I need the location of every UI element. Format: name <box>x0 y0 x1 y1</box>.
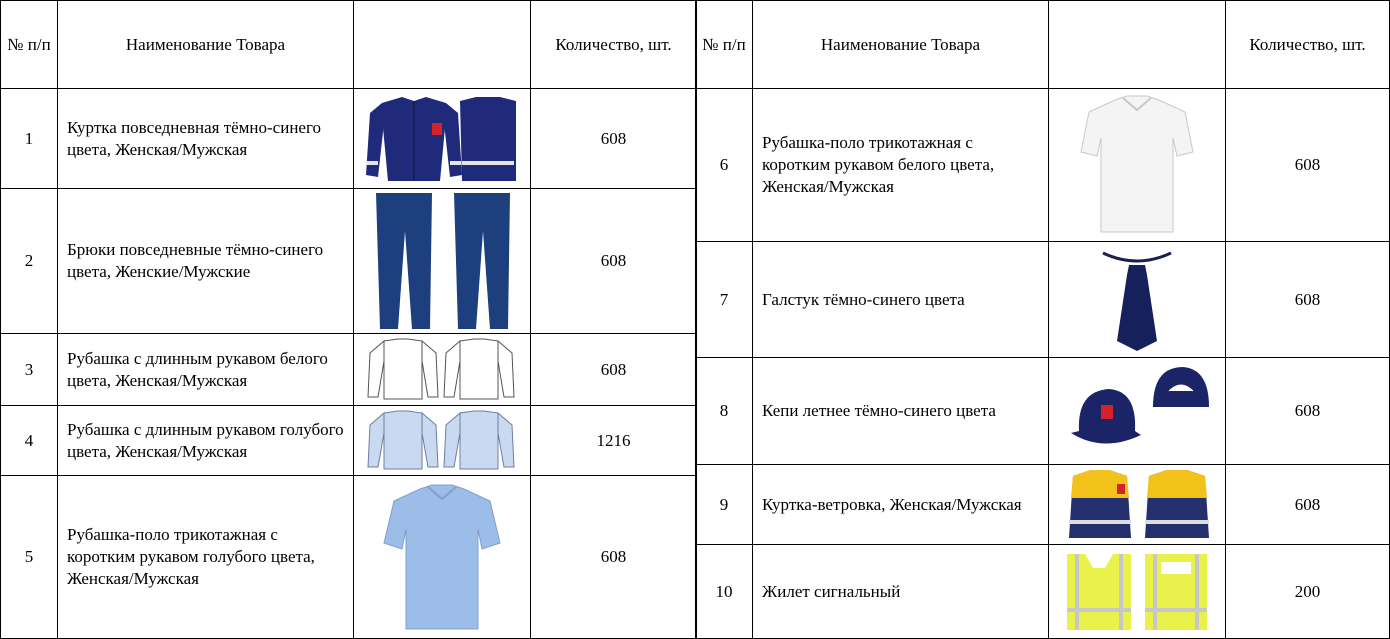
navy-cap-image <box>1049 358 1226 465</box>
table-row <box>696 358 1390 465</box>
row-num: 5 <box>1 476 58 639</box>
signal-vest-image <box>1049 545 1226 639</box>
row-name: Галстук тёмно-синего цвета <box>753 242 1049 358</box>
cap-front <box>1071 389 1141 444</box>
products-table-right <box>695 0 1390 639</box>
vest-back <box>1145 554 1207 630</box>
row-num: 9 <box>696 465 753 545</box>
header-name: Наименование Товара <box>753 1 1049 89</box>
jacket-front <box>366 97 462 181</box>
row-qty: 608 <box>1226 89 1390 242</box>
row-num: 2 <box>1 189 58 334</box>
row-qty: 1216 <box>531 406 697 476</box>
row-qty: 608 <box>531 476 697 639</box>
row-qty: 200 <box>1226 545 1390 639</box>
white-polo-image <box>1049 89 1226 242</box>
trousers-front <box>376 193 432 329</box>
row-name: Рубашка с длинным рукавом белого цвета, Женская/Мужская <box>58 334 354 406</box>
navy-jacket-image <box>354 89 531 189</box>
row-qty: 608 <box>1226 358 1390 465</box>
row-name: Брюки повседневные тёмно-синего цвета, Женские/Мужские <box>58 189 354 334</box>
header-image <box>354 1 531 89</box>
row-name: Куртка-ветровка, Женская/Мужская <box>753 465 1049 545</box>
header-name: Наименование Товара <box>58 1 354 89</box>
table-row <box>696 545 1390 639</box>
row-num: 3 <box>1 334 58 406</box>
header-image <box>1049 1 1226 89</box>
windbreaker-front <box>1069 470 1131 538</box>
row-name: Рубашка-поло трикотажная с коротким рукавом голубого цвета, Женская/Мужская <box>58 476 354 639</box>
table-row <box>1 189 697 334</box>
vest-front <box>1067 554 1131 630</box>
row-num: 8 <box>696 358 753 465</box>
row-qty: 608 <box>531 189 697 334</box>
windbreaker-back <box>1145 470 1209 538</box>
row-qty: 608 <box>1226 465 1390 545</box>
row-name: Рубашка с длинным рукавом голубого цвета, Женская/Мужская <box>58 406 354 476</box>
header-qty: Количество, шт. <box>1226 1 1390 89</box>
header-num: № п/п <box>1 1 58 89</box>
white-long-shirt-image <box>354 334 531 406</box>
header-num: № п/п <box>696 1 753 89</box>
header-row <box>1 1 697 89</box>
row-name: Кепи летнее тёмно-синего цвета <box>753 358 1049 465</box>
jacket-back <box>460 97 516 181</box>
header-row <box>696 1 1390 89</box>
navy-trousers-image <box>354 189 531 334</box>
row-qty: 608 <box>1226 242 1390 358</box>
header-qty: Количество, шт. <box>531 1 697 89</box>
table-row <box>1 406 697 476</box>
table-row <box>1 476 697 639</box>
row-name: Куртка повседневная тёмно-синего цвета, Женская/Мужская <box>58 89 354 189</box>
row-qty: 608 <box>531 334 697 406</box>
cap-back <box>1153 367 1209 407</box>
table-row <box>1 334 697 406</box>
row-num: 7 <box>696 242 753 358</box>
row-name: Рубашка-поло трикотажная с коротким рукавом белого цвета, Женская/Мужская <box>753 89 1049 242</box>
windbreaker-image <box>1049 465 1226 545</box>
row-qty: 608 <box>531 89 697 189</box>
table-row <box>696 242 1390 358</box>
table-row <box>696 465 1390 545</box>
trousers-back <box>454 193 510 329</box>
navy-tie-image <box>1049 242 1226 358</box>
row-num: 1 <box>1 89 58 189</box>
row-num: 10 <box>696 545 753 639</box>
blue-long-shirt-image <box>354 406 531 476</box>
row-name: Жилет сигнальный <box>753 545 1049 639</box>
row-num: 4 <box>1 406 58 476</box>
table-row <box>1 89 697 189</box>
row-num: 6 <box>696 89 753 242</box>
blue-polo-image <box>354 476 531 639</box>
table-row <box>696 89 1390 242</box>
